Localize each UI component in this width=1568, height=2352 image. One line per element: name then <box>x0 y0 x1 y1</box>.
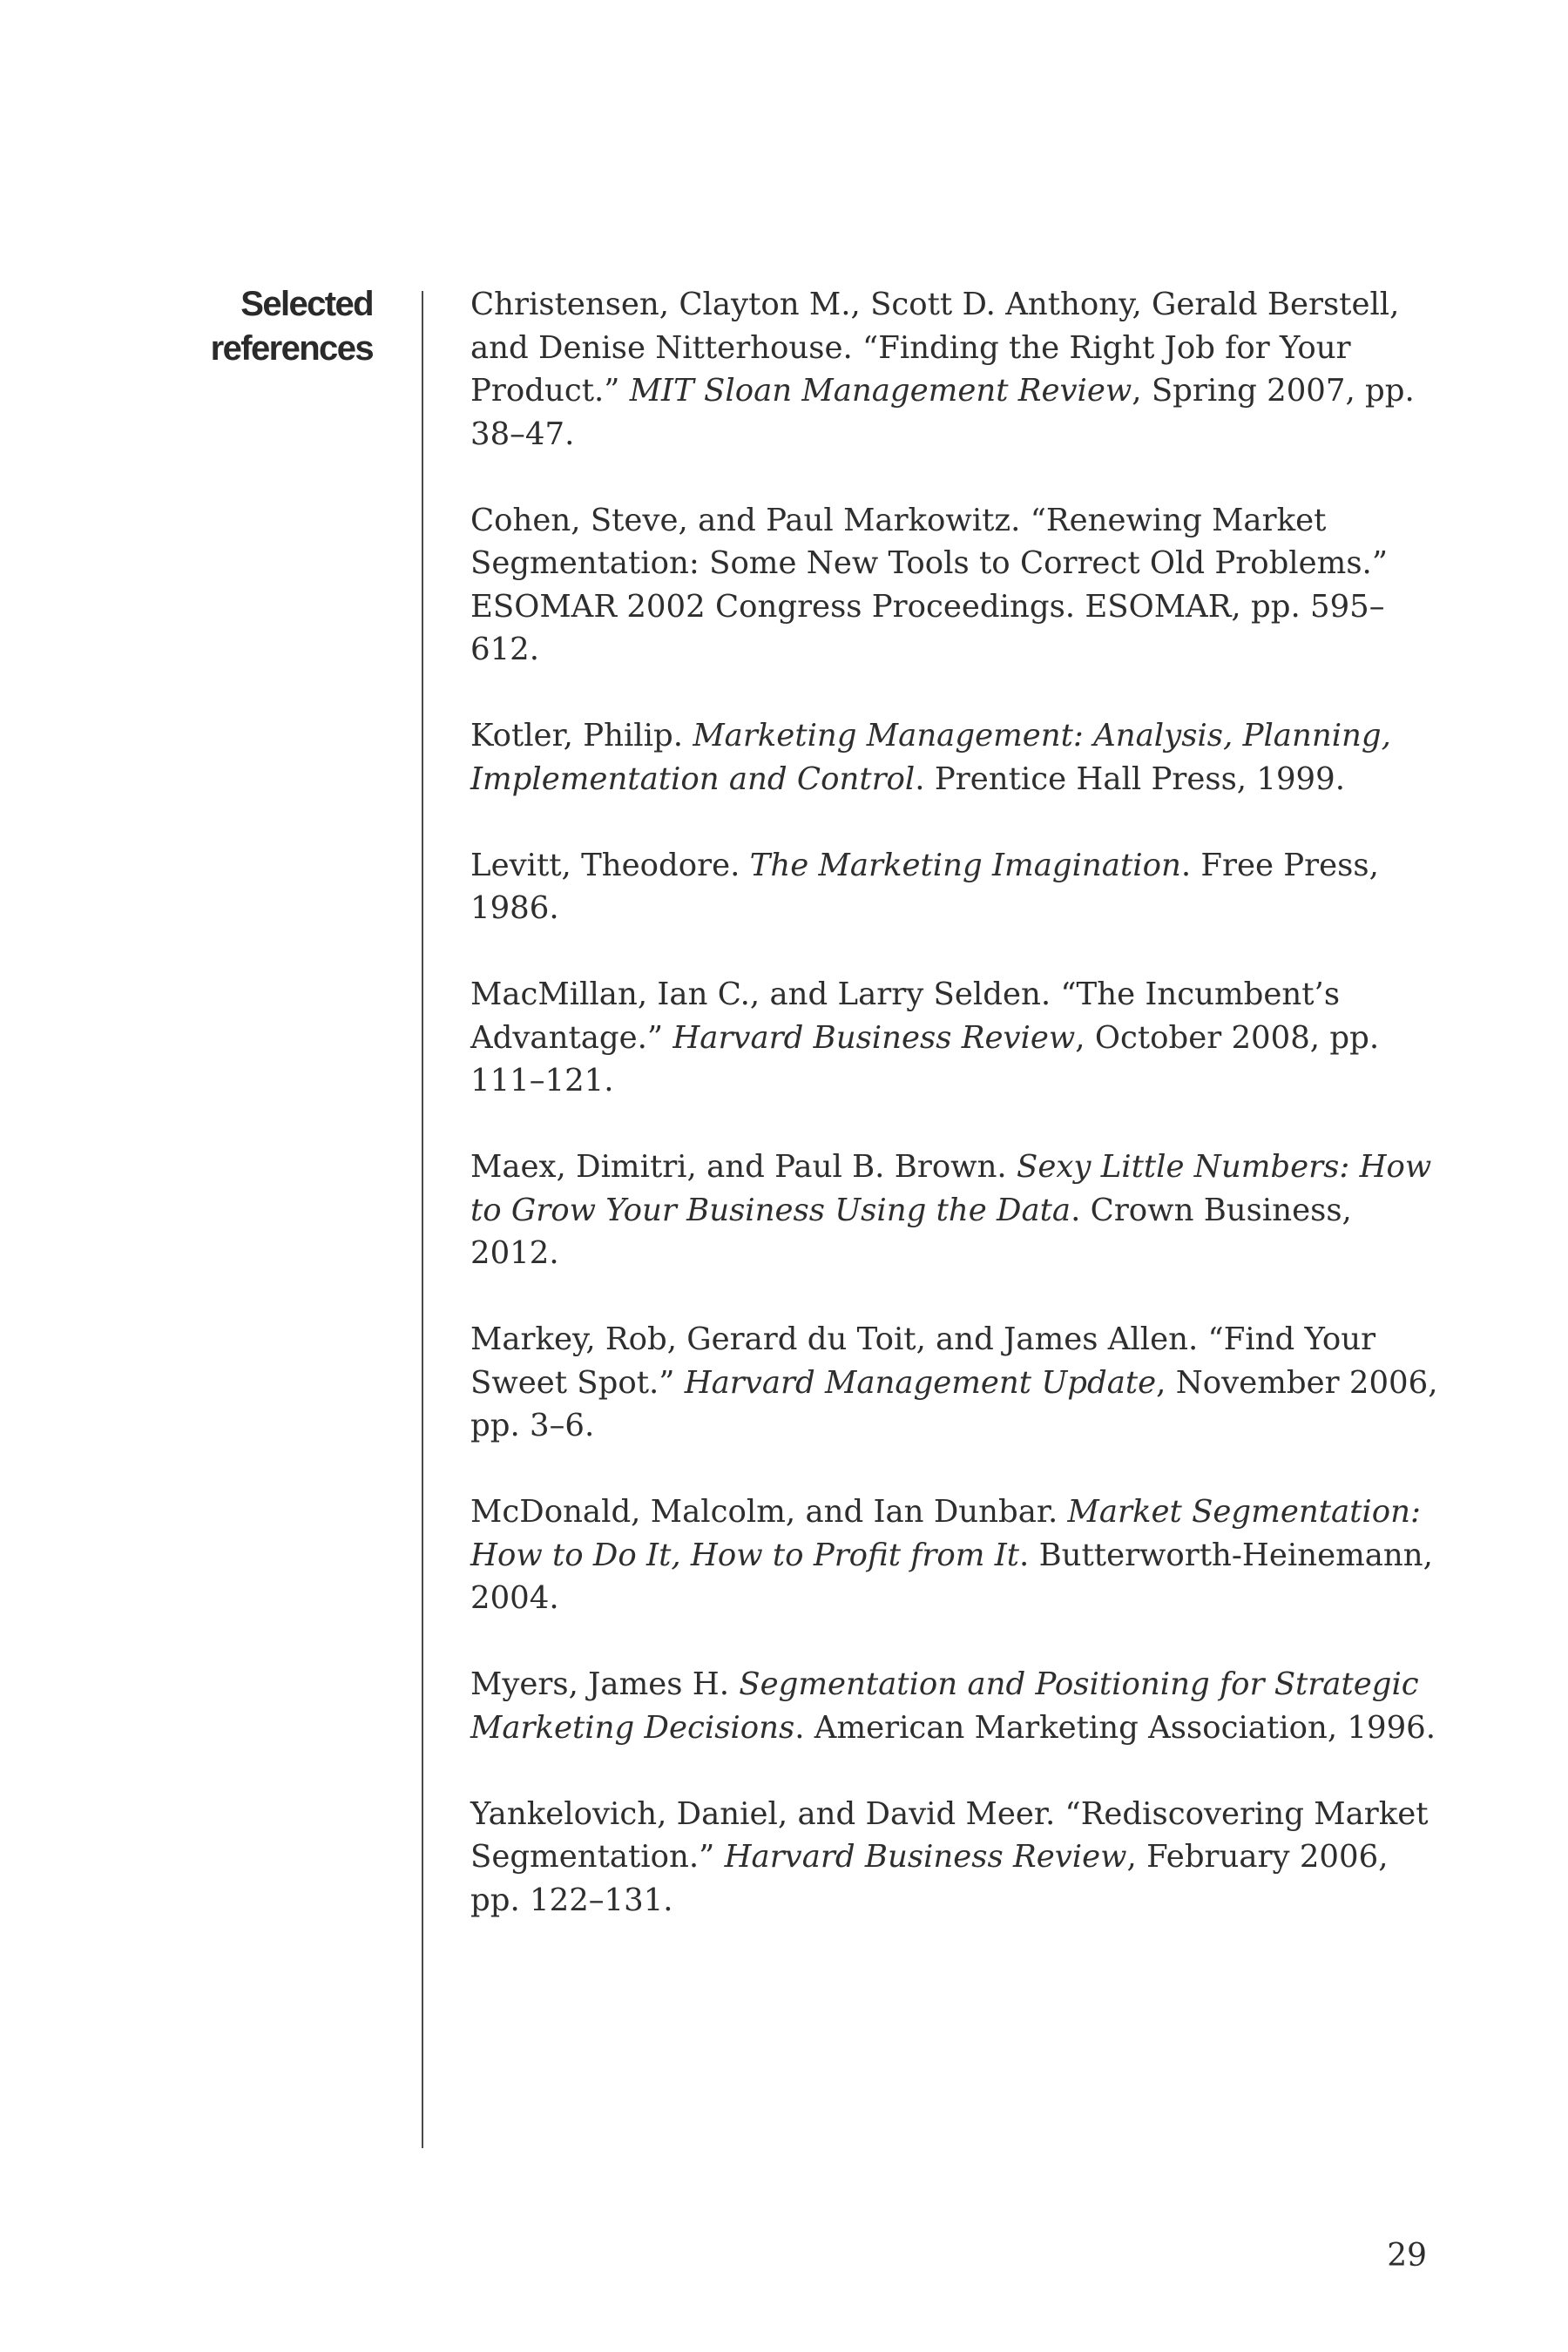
reference-details: . American Marketing Association, 1996. <box>794 1709 1436 1746</box>
reference-entry <box>470 844 1446 930</box>
reference-source-title: Segmentation and Positioning for Strategic Marketing Decisions <box>470 1666 1419 1746</box>
reference-entry <box>470 1793 1446 1923</box>
section-heading-line-1: Selected <box>240 285 373 323</box>
reference-details: . Prentice Hall Press, 1999. <box>915 760 1345 797</box>
reference-details: . Butterworth-Heinemann, 2004. <box>470 1537 1433 1616</box>
reference-source-title: The Marketing Imagination <box>749 847 1181 883</box>
reference-text: Cohen, Steve, and Paul Markowitz. “Renewing Market Segmentation: Some New Tools to Correct Old Problems.” ESOMAR 2002 Congress Proceedings. ESOMAR, pp. 595–612. <box>470 502 1388 667</box>
vertical-divider <box>422 291 423 2148</box>
reference-entry <box>470 1663 1446 1749</box>
reference-text: MacMillan, Ian C., and Larry Selden. “The Incumbent’s Advantage.” <box>470 977 1341 1056</box>
reference-source-title: Harvard Business Review <box>672 1019 1076 1056</box>
reference-list <box>470 283 1446 1965</box>
reference-text: Myers, James H. <box>470 1666 740 1702</box>
reference-details: , October 2008, pp. 111–121. <box>470 1019 1380 1098</box>
reference-text: Markey, Rob, Gerard du Toit, and James Allen. “Find Your Sweet Spot.” <box>470 1321 1376 1401</box>
reference-text: McDonald, Malcolm, and Ian Dunbar. <box>470 1494 1068 1530</box>
reference-text: Maex, Dimitri, and Paul B. Brown. <box>470 1149 1017 1185</box>
reference-source-title: Sexy Little Numbers: How to Grow Your Business Using the Data <box>470 1149 1432 1228</box>
reference-entry <box>470 1146 1446 1275</box>
reference-entry <box>470 283 1446 456</box>
reference-source-title: MIT Sloan Management Review <box>629 373 1132 409</box>
reference-text: Levitt, Theodore. <box>470 847 750 883</box>
reference-entry <box>470 1490 1446 1620</box>
reference-source-title: Harvard Management Update <box>684 1364 1157 1401</box>
reference-text: Yankelovich, Daniel, and David Meer. “Rediscovering Market Segmentation.” <box>470 1795 1429 1875</box>
page-number: 29 <box>1387 2238 1427 2274</box>
reference-entry <box>470 973 1446 1103</box>
reference-text: Christensen, Clayton M., Scott D. Anthony, Gerald Berstell, and Denise Nitterhouse. “Finding the Right Job for Your Product.” <box>470 287 1400 409</box>
reference-details: , February 2006, pp. 122–131. <box>470 1839 1389 1918</box>
reference-entry <box>470 714 1446 801</box>
reference-details: , November 2006, pp. 3–6. <box>470 1364 1438 1443</box>
reference-source-title: Harvard Business Review <box>724 1839 1127 1875</box>
reference-details: . Free Press, 1986. <box>470 847 1379 926</box>
section-heading-line-2: references <box>210 329 373 368</box>
reference-entry <box>470 499 1446 672</box>
reference-source-title: Market Segmentation: How to Do It, How to Profit from It <box>470 1494 1421 1573</box>
reference-text: Kotler, Philip. <box>470 718 693 754</box>
reference-source-title: Marketing Management: Analysis, Planning, Implementation and Control <box>470 718 1391 797</box>
section-heading <box>174 282 373 371</box>
reference-entry <box>470 1318 1446 1448</box>
reference-details: . Crown Business, 2012. <box>470 1192 1352 1271</box>
reference-details: , Spring 2007, pp. 38–47. <box>470 373 1415 452</box>
